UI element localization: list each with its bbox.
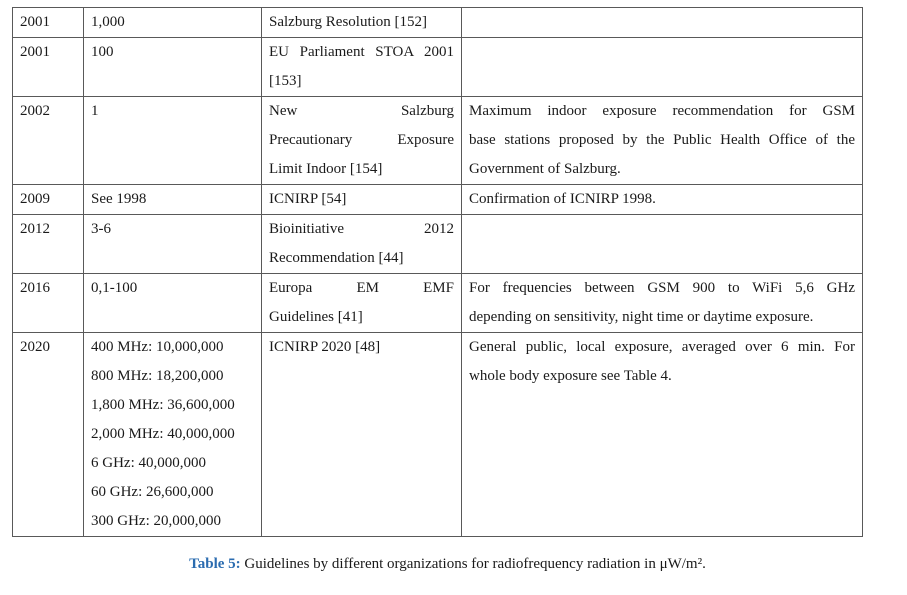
remarks-line: whole body exposure see Table 4. [469,368,672,384]
cell-organization [262,333,462,537]
cell-remarks [462,333,863,537]
cell-year: 2012 [13,215,84,274]
organization-line: Recommendation [44] [269,250,404,266]
cell-year: 2020 [13,333,84,537]
table-row [13,97,863,185]
cell-limit-value [84,274,262,333]
limit-value-line: 3-6 [91,221,111,237]
cell-limit-value [84,185,262,215]
organization-line: EU Parliament STOA 2001 [269,44,454,60]
organization-line: Europa EM EMF [269,280,454,296]
cell-limit-value [84,97,262,185]
table-row [13,38,863,97]
limit-value-line: 100 [91,44,114,60]
cell-year: 2002 [13,97,84,185]
cell-remarks [462,8,863,38]
cell-remarks [462,274,863,333]
organization-line: Limit Indoor [154] [269,161,383,177]
organization-line: ICNIRP 2020 [48] [269,339,381,355]
cell-organization [262,185,462,215]
table-row [13,8,863,38]
cell-limit-value [84,38,262,97]
organization-line: ICNIRP [54] [269,191,347,207]
cell-limit-value [84,215,262,274]
cell-remarks [462,38,863,97]
table-row [13,274,863,333]
remarks-line: Confirmation of ICNIRP 1998. [469,191,656,207]
limit-value-line: 2,000 MHz: 40,000,000 [91,426,235,442]
organization-line: New Salzburg [269,103,454,119]
limit-value-line: 6 GHz: 40,000,000 [91,455,206,471]
table-row [13,215,863,274]
table-caption [0,553,895,575]
table-row [13,185,863,215]
limit-value-line: 1 [91,103,99,119]
remarks-line: Government of Salzburg. [469,161,621,177]
cell-organization [262,97,462,185]
cell-organization [262,8,462,38]
limit-value-line: 0,1-100 [91,280,138,296]
limit-value-line: 1,000 [91,14,125,30]
remarks-line: Maximum indoor exposure recommendation for GSM [469,103,855,119]
limit-value-line: See 1998 [91,191,147,207]
remarks-line: General public, local exposure, averaged over 6 min. For [469,339,855,355]
cell-limit-value [84,333,262,537]
cell-remarks [462,97,863,185]
limit-value-line: 400 MHz: 10,000,000 [91,339,224,355]
cell-year: 2016 [13,274,84,333]
limit-value-line: 300 GHz: 20,000,000 [91,513,221,529]
remarks-line: base stations proposed by the Public Health Office of the [469,132,855,148]
organization-line: Precautionary Exposure [269,132,454,148]
remarks-line: For frequencies between GSM 900 to WiFi 5,6 GHz [469,280,855,296]
organization-line: Salzburg Resolution [152] [269,14,428,30]
limit-value-line: 800 MHz: 18,200,000 [91,368,224,384]
cell-year: 2001 [13,38,84,97]
table-body [13,8,863,537]
cell-year: 2009 [13,185,84,215]
caption-label: Table 5: [189,556,241,572]
organization-line: Guidelines [41] [269,309,363,325]
caption-text: Guidelines by different organizations for radiofrequency radiation in μW/m². [240,556,706,572]
cell-organization [262,274,462,333]
cell-remarks [462,185,863,215]
guidelines-table [12,7,863,537]
cell-organization [262,38,462,97]
table-row [13,333,863,537]
cell-year: 2001 [13,8,84,38]
cell-limit-value [84,8,262,38]
cell-organization [262,215,462,274]
organization-line: [153] [269,73,302,89]
limit-value-line: 1,800 MHz: 36,600,000 [91,397,235,413]
remarks-line: depending on sensitivity, night time or daytime exposure. [469,309,814,325]
organization-line: Bioinitiative 2012 [269,221,454,237]
limit-value-line: 60 GHz: 26,600,000 [91,484,214,500]
cell-remarks [462,215,863,274]
